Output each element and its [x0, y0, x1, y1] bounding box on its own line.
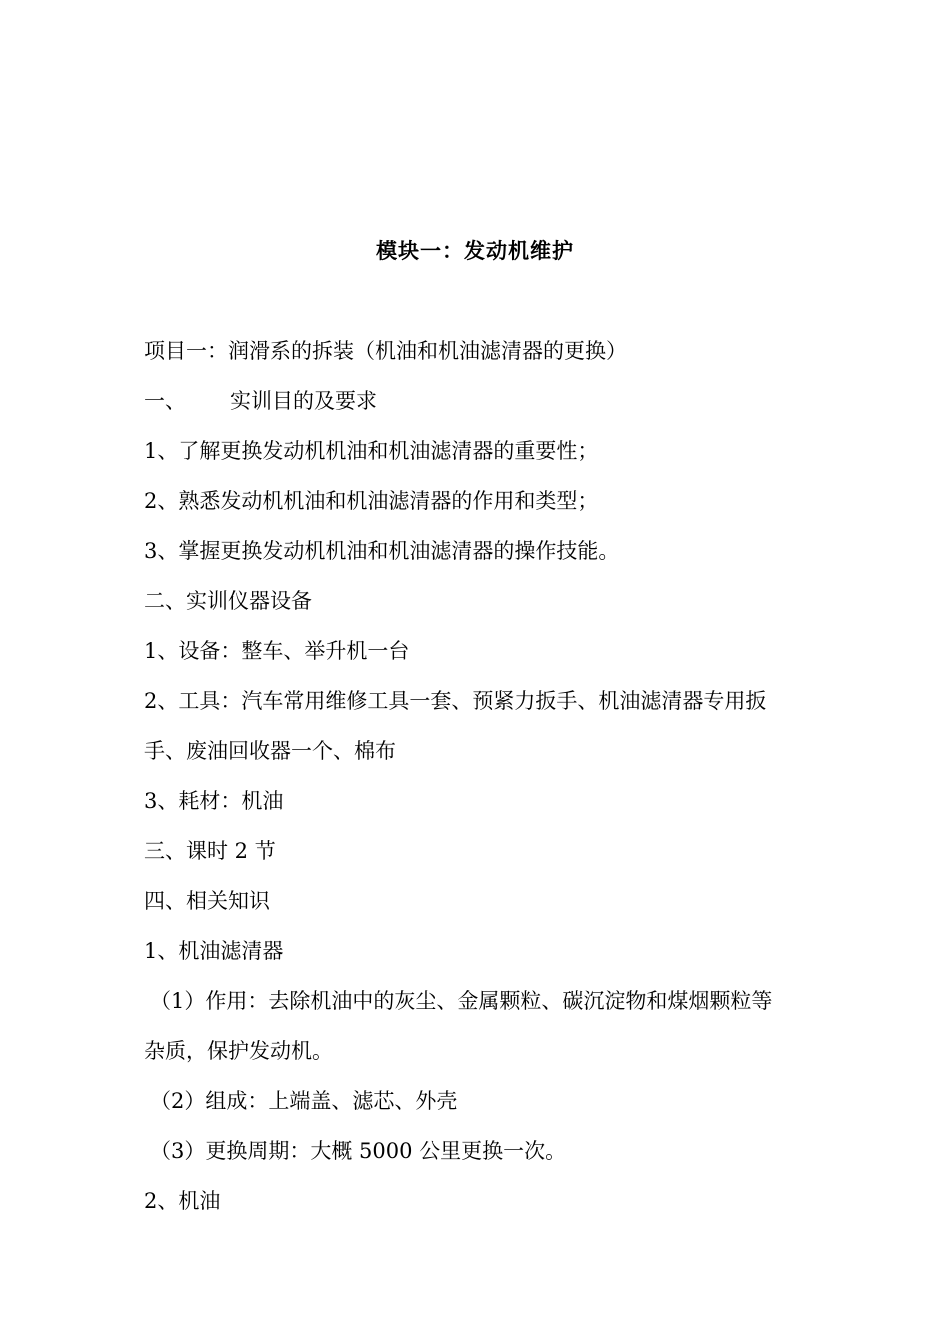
section-4-sub-1-item-3: （3）更换周期：大概 5000 公里更换一次。 — [150, 1139, 567, 1163]
page-title: 模块一：发动机维护 — [376, 238, 574, 263]
section-3-heading: 三、课时 2 节 — [144, 839, 276, 863]
section-4-sub-1-item-1-line-2: 杂质，保护发动机。 — [144, 1039, 333, 1063]
section-4-sub-1: 1、机油滤清器 — [144, 939, 284, 963]
section-2-item-2-line-2: 手、废油回收器一个、棉布 — [144, 739, 396, 763]
section-2-item-1: 1、设备：整车、举升机一台 — [144, 639, 410, 663]
section-1-title: 实训目的及要求 — [230, 389, 377, 413]
project-heading: 项目一：润滑系的拆装（机油和机油滤清器的更换） — [144, 339, 627, 363]
section-2-heading: 二、实训仪器设备 — [144, 589, 312, 613]
section-2-item-3: 3、耗材：机油 — [144, 789, 284, 813]
section-1-item-2: 2、熟悉发动机机油和机油滤清器的作用和类型； — [144, 489, 599, 513]
section-4-heading: 四、相关知识 — [144, 889, 270, 913]
section-1-heading — [144, 386, 814, 436]
section-1-item-3: 3、掌握更换发动机机油和机油滤清器的操作技能。 — [144, 539, 620, 563]
section-2-item-2-line-1: 2、工具：汽车常用维修工具一套、预紧力扳手、机油滤清器专用扳 — [144, 689, 767, 713]
section-4-sub-1-item-1-line-1: （1）作用：去除机油中的灰尘、金属颗粒、碳沉淀物和煤烟颗粒等 — [150, 989, 773, 1013]
section-1-number: 一、 — [144, 389, 186, 413]
section-4-sub-1-item-2: （2）组成：上端盖、滤芯、外壳 — [150, 1089, 458, 1113]
section-1-item-1: 1、了解更换发动机机油和机油滤清器的重要性； — [144, 439, 599, 463]
section-4-sub-2: 2、机油 — [144, 1189, 221, 1213]
document-body — [144, 336, 814, 1236]
